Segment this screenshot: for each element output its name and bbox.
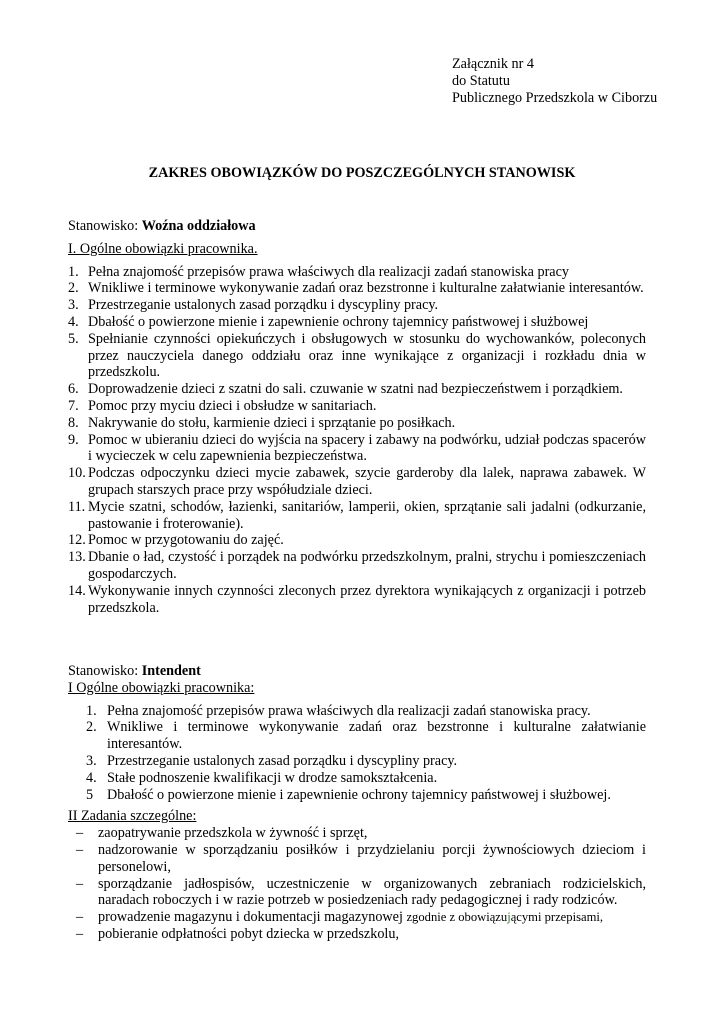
item-text: Przestrzeganie ustalonych zasad porządku i dyscypliny pracy. [107, 752, 458, 769]
list-item [68, 499, 646, 533]
item-number: 8. [68, 414, 79, 431]
item-number: 6. [68, 381, 79, 398]
dash-bullet: – [76, 925, 84, 942]
item-number: 4. [68, 313, 79, 330]
item-number: 9. [68, 431, 79, 448]
item-number: 2. [86, 719, 97, 736]
item-number: 13. [68, 549, 86, 566]
item-text: pobieranie odpłatności pobyt dziecka w przedszkolu, [98, 925, 399, 942]
position-name: Woźna oddziałowa [141, 218, 256, 234]
item-number: 5 [86, 786, 94, 803]
position-label: Stanowisko: [68, 663, 142, 679]
section-cleaner [68, 218, 646, 616]
list-item [68, 842, 646, 876]
special-tasks-list [68, 825, 646, 943]
attachment-header [452, 56, 712, 106]
dash-bullet: – [76, 909, 84, 926]
item-number: 7. [68, 397, 79, 414]
list-item [68, 926, 646, 943]
list-item [68, 876, 646, 910]
list-item [68, 398, 646, 415]
position-label: Stanowisko: [68, 218, 142, 234]
list-item [68, 532, 646, 549]
duties-list [68, 264, 646, 617]
item-text: Spełnianie czynności opiekuńczych i obsługowych w stosunku do wychowanków, poleconych przez nauczyciela danego oddziału oraz inne wynikające z organizacji i rozkładu dnia w przedszkolu. [88, 330, 646, 381]
item-text: Wnikliwe i terminowe wykonywanie zadań oraz bezstronne i kulturalne załatwianie interesantów. [88, 280, 644, 297]
item-number: 11. [68, 498, 86, 515]
item-text-small: zgodnie z obowiązu [406, 910, 508, 925]
item-text: Pomoc przy myciu dzieci i obsłudze w sanitariach. [88, 397, 377, 414]
list-item [86, 787, 646, 804]
item-number: 12. [68, 532, 86, 549]
item-number: 2. [68, 280, 79, 297]
list-item [68, 280, 646, 297]
general-duties-heading: I Ogólne obowiązki pracownika: [68, 679, 255, 696]
general-duties-heading: I. Ogólne obowiązki pracownika. [68, 240, 258, 257]
special-tasks-heading: II Zadania szczególne: [68, 808, 197, 825]
list-item [68, 314, 646, 331]
list-item [68, 909, 646, 926]
item-text: nadzorowanie w sporządzaniu posiłków i przydzielaniu porcji żywnościowych dzieciom i personelowi, [98, 841, 646, 875]
item-text-highlight: j [507, 910, 511, 925]
position-heading [68, 218, 646, 235]
list-item [68, 415, 646, 432]
item-text: prowadzenie magazynu i dokumentacji magazynowej [98, 909, 407, 926]
item-text: Pomoc w ubieraniu dzieci do wyjścia na spacery i zabawy na podwórku, udział podczas spacerów i wycieczek w celu zapewnienia bezpieczeństwa. [88, 431, 646, 465]
item-number: 14. [68, 582, 86, 599]
item-text: Wykonywanie innych czynności zleconych przez dyrektora wynikających z organizacji i potrzeb przedszkola. [88, 582, 646, 616]
item-text: Pomoc w przygotowaniu do zajęć. [88, 532, 284, 549]
item-number: 1. [68, 263, 79, 280]
list-item [68, 331, 646, 381]
item-number: 3. [68, 297, 79, 314]
item-text: Pełna znajomość przepisów prawa właściwych dla realizacji zadań stanowiska pracy. [107, 702, 591, 719]
dash-bullet: – [76, 841, 84, 858]
list-item [86, 770, 646, 787]
duties-list [86, 703, 646, 804]
item-text: Wnikliwe i terminowe wykonywanie zadań oraz bezstronne i kulturalne załatwianie interesantów. [107, 719, 646, 753]
list-item [68, 583, 646, 617]
item-text: Dbałość o powierzone mienie i zapewnienie ochrony tajemnicy państwowej i służbowej. [107, 786, 611, 803]
item-text: Mycie szatni, schodów, łazienki, sanitariów, lamperii, okien, sprzątanie sali jadalni (odkurzanie, pastowanie i froterowanie). [88, 498, 646, 532]
list-item [68, 297, 646, 314]
item-text: Przestrzeganie ustalonych zasad porządku i dyscypliny pracy. [88, 297, 439, 314]
item-text: Dbanie o ład, czystość i porządek na podwórku przedszkolnym, pralni, strychu i pomieszczeniach gospodarczych. [88, 549, 646, 582]
item-text: Doprowadzenie dzieci z szatni do sali. czuwanie w szatni nad bezpieczeństwem i porządkiem. [88, 381, 623, 398]
item-number: 4. [86, 769, 97, 786]
list-item [68, 264, 646, 281]
dash-bullet: – [76, 875, 84, 892]
item-number: 10. [68, 465, 86, 482]
position-heading [68, 663, 646, 680]
item-number: 5. [68, 330, 79, 347]
item-text: Pełna znajomość przepisów prawa właściwych dla realizacji zadań stanowiska pracy [88, 263, 569, 280]
item-text: Stałe podnoszenie kwalifikacji w drodze samokształcenia. [107, 769, 438, 786]
list-item [68, 381, 646, 398]
list-item [68, 465, 646, 499]
item-text: Dbałość o powierzone mienie i zapewnienie ochrony tajemnicy państwowej i służbowej [88, 313, 589, 330]
list-item [68, 432, 646, 466]
list-item [86, 753, 646, 770]
list-item [68, 825, 646, 842]
attachment-institution: Publicznego Przedszkola w Ciborzu [452, 89, 658, 106]
list-item [86, 703, 646, 720]
item-number: 3. [86, 752, 97, 769]
item-text: sporządzanie jadłospisów, uczestniczenie w organizowanych zebraniach rodzicielskich, naradach roboczych i w razie potrzeb w posiedzeniach rady pedagogicznej i rady rodziców. [98, 875, 646, 909]
section-steward [68, 663, 646, 943]
attachment-statute: do Statutu [452, 72, 510, 89]
item-number: 1. [86, 702, 97, 719]
item-text-small: ącymi przepisami, [510, 910, 604, 925]
item-text: Nakrywanie do stołu, karmienie dzieci i sprzątanie po posiłkach. [88, 414, 456, 431]
item-text: Podczas odpoczynku dzieci mycie zabawek, szycie garderoby dla lalek, naprawa zabawek. W grupach starszych prace przy współudziale dzieci. [88, 465, 646, 498]
position-name: Intendent [141, 663, 201, 679]
item-text: zaopatrywanie przedszkola w żywność i sprzęt, [98, 825, 368, 842]
list-item [86, 719, 646, 753]
attachment-number: Załącznik nr 4 [452, 56, 534, 72]
page-title: ZAKRES OBOWIĄZKÓW DO POSZCZEGÓLNYCH STANOWISK [148, 165, 576, 181]
list-item [68, 549, 646, 583]
dash-bullet: – [76, 825, 84, 842]
